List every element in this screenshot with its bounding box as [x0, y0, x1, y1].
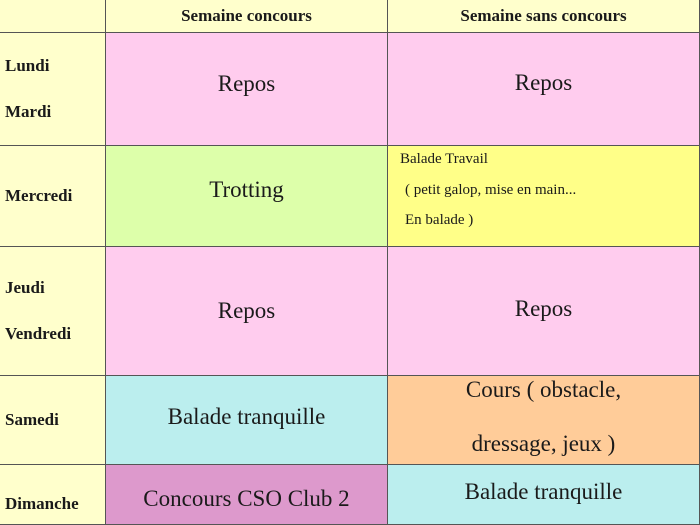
- sans-concours-mercredi: [388, 146, 700, 247]
- sans-concours-samedi-line-1: Cours ( obstacle,: [465, 377, 622, 402]
- sans-concours-mercredi-line-2: ( petit galop, mise en main...: [405, 182, 577, 198]
- day-lundi: Lundi: [5, 56, 50, 75]
- day-jeudi: Jeudi: [5, 278, 45, 297]
- concours-samedi: Balade tranquille: [106, 376, 388, 465]
- concours-dimanche: Concours CSO Club 2: [106, 465, 388, 525]
- day-vendredi: Vendredi: [5, 324, 72, 343]
- concours-lundi-mardi: Repos: [106, 33, 388, 146]
- day-label-jeudi-vendredi: [0, 247, 106, 376]
- concours-jeudi-vendredi: Repos: [106, 247, 388, 376]
- day-label-mercredi: [0, 146, 106, 247]
- day-mardi: Mardi: [5, 102, 52, 121]
- header-semaine-sans-concours: Semaine sans concours: [388, 0, 700, 33]
- day-label-samedi: [0, 376, 106, 465]
- sans-concours-samedi: [388, 376, 700, 465]
- sans-concours-mercredi-line-3: En balade ): [405, 212, 474, 228]
- header-semaine-concours: Semaine concours: [106, 0, 388, 33]
- day-label-dimanche: [0, 465, 106, 525]
- day-dimanche: Dimanche: [5, 494, 79, 513]
- sans-concours-dimanche: Balade tranquille: [388, 465, 700, 525]
- header-corner: [0, 0, 106, 33]
- day-mercredi: Mercredi: [5, 186, 73, 205]
- sans-concours-mercredi-line-1: Balade Travail: [400, 151, 488, 167]
- sans-concours-lundi-mardi: Repos: [388, 33, 700, 146]
- sans-concours-samedi-line-2: dressage, jeux ): [471, 431, 616, 456]
- sans-concours-jeudi-vendredi: Repos: [388, 247, 700, 376]
- day-label-lundi-mardi: [0, 33, 106, 146]
- concours-mercredi: Trotting: [106, 146, 388, 247]
- day-samedi: Samedi: [5, 410, 59, 429]
